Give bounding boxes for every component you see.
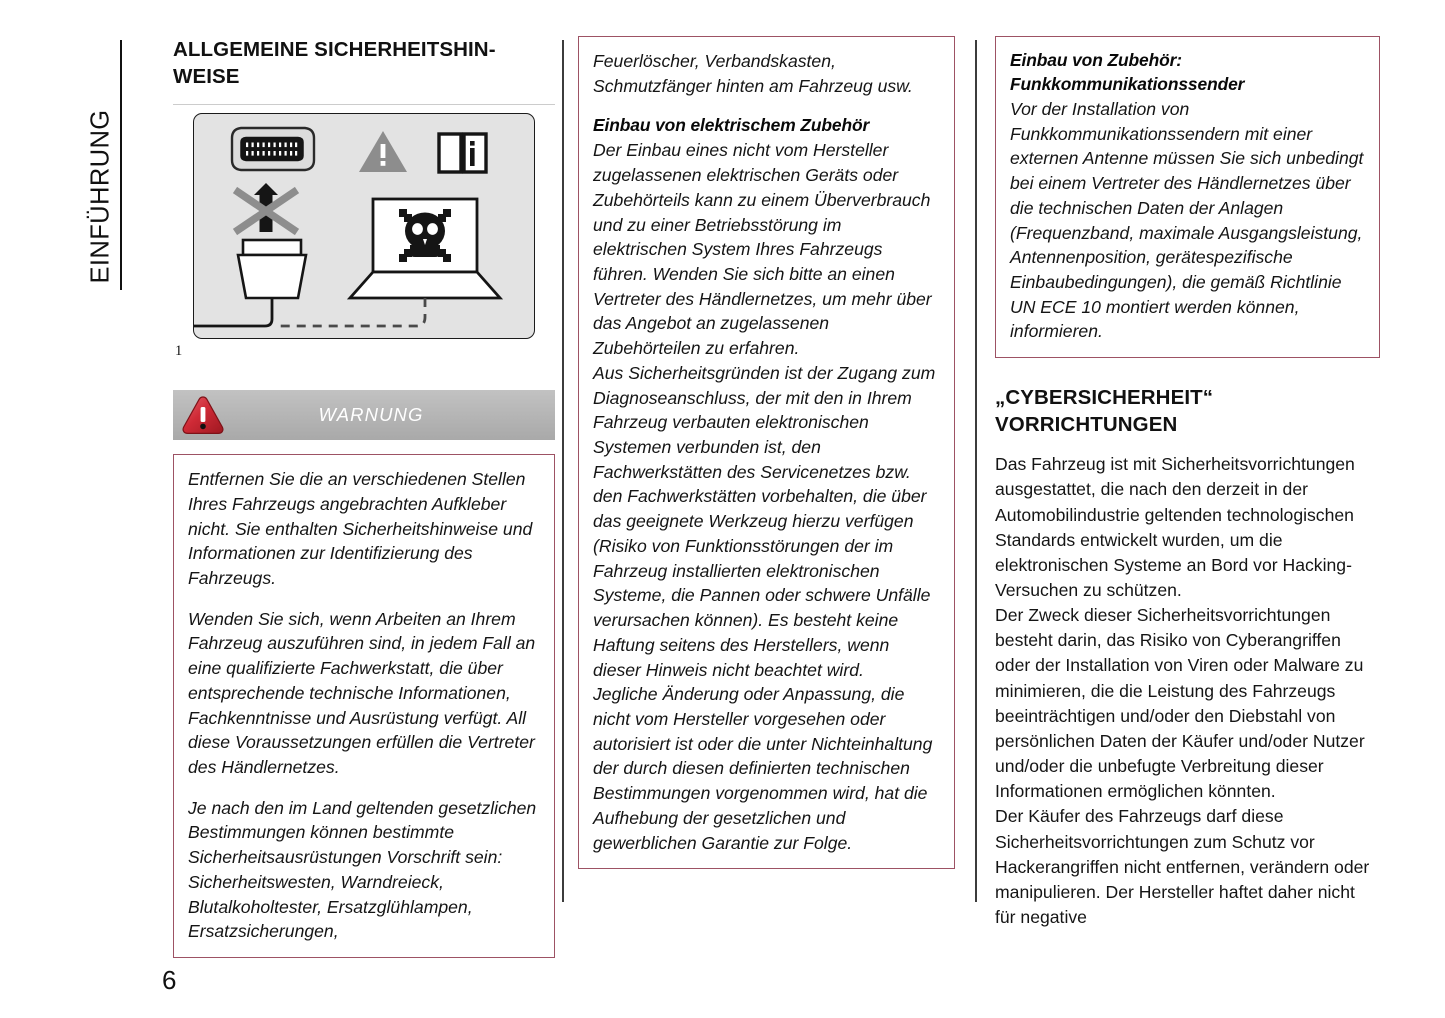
page-number: 6 — [162, 965, 177, 995]
safety-illustration — [193, 113, 535, 339]
chapter-tab — [78, 40, 124, 290]
column-divider-2 — [975, 40, 977, 902]
warning-triangle-icon — [359, 131, 407, 172]
warning-banner-label: WARNUNG — [318, 404, 424, 426]
obd-connector-icon — [232, 128, 314, 170]
red-warning-triangle-icon — [181, 394, 225, 436]
cybersecurity-heading — [995, 384, 1380, 438]
subheading-accessories-line2: Funkkommunikationssender — [1010, 73, 1245, 94]
warning-paragraph-3: Je nach den im Land geltenden gesetzlichen Bestimmungen können bestimmte Sicherheitsausrüstungen Vorschrift sein: Sicherheitswesten, Warndreieck, Blutalkoholtester, Ersatzglühlampen, Ersatzsicherungen, — [188, 797, 537, 942]
chapter-tab-rule — [120, 40, 122, 290]
cybersecurity-paragraph-2: Der Zweck dieser Sicherheitsvorrichtungen besteht darin, das Risiko von Cyberangriffen oder der Installation von Viren oder Malware zu minimieren, die die Leistung des Fahrzeugs beeinträchtigen und/oder den Diebstahl von persönlichen Daten der Käufer und/oder Nutzer und/oder die unbefugte Verbreitung dieser Informationen ermöglichen könnten. — [995, 605, 1365, 802]
warning-paragraph-1: Entfernen Sie die an verschiedenen Stellen Ihres Fahrzeugs angebrachten Aufkleber nicht. Sie enthalten Sicherheitshinweise und Informationen zur Identifizierung des Fahrzeugs. — [188, 469, 533, 588]
manual-book-info-icon — [439, 134, 486, 172]
no-plug-arrow-crossed-icon — [235, 183, 297, 232]
subheading-accessories-line1: Einbau von Zubehör: — [1010, 50, 1182, 70]
title-rule — [173, 104, 555, 105]
page-title: ALLGEMEINE SICHERHEITSHIN-WEISE — [173, 38, 496, 89]
column-one — [173, 36, 555, 958]
cybersecurity-paragraph-3: Der Käufer des Fahrzeugs darf diese Sicherheitsvorrichtungen zum Schutz vor Hackerangriffen nicht entfernen, verändern oder manipulieren. Der Hersteller haftet daher nicht für negative — [995, 806, 1370, 928]
continuation-paragraph: Feuerlöscher, Verbandskasten, Schmutzfänger hinten am Fahrzeug usw. — [593, 51, 913, 96]
figure-caption: 1 — [175, 343, 183, 360]
accessories-paragraph-1: Der Einbau eines nicht vom Hersteller zugelassenen elektrischen Geräts oder Zubehörteils kann zu einem Überverbrauch und zu einer Betriebsstörung im elektrischen System Ihres Fahrzeugs führen. Wenden Sie sich bitte an einen Vertreter des Händlernetzes, um mehr über das Angebot an zugelassenen Zubehörteilen zu erfahren. — [593, 140, 932, 359]
warning-paragraph-2: Wenden Sie sich, wenn Arbeiten an Ihrem Fahrzeug auszuführen sind, in jedem Fall an eine qualifizierte Fachwerkstatt, die über entsprechende technische Informationen, Fachkenntnisse und Ausrüstung verfügt. All diese Voraussetzungen erfüllen die Vertreter des Händlernetzes. — [188, 608, 536, 777]
laptop-skull-crossbones-icon — [276, 199, 500, 326]
cybersecurity-paragraph-1: Das Fahrzeug ist mit Sicherheitsvorrichtungen ausgestattet, die nach den derzeit in der Automobilindustrie geltenden technologischen Standards entwickelt wurden, um die elektronischen Systeme an Bord vor Hacking-Versuchen zu schützen. — [995, 454, 1355, 600]
accessories-paragraph-2: Aus Sicherheitsgründen ist der Zugang zum Diagnoseanschluss, der mit den in Ihrem Fahrzeug verbauten elektronischen Systemen verbunden ist, den Fachwerkstätten des Servicenetzes bzw. den Fachwerkstätten vorbehalten, die über das geeignete Werkzeug hierzu verfügen (Risiko von Funktionsstörungen der im Fahrzeug installierten elektronischen Systeme, die Pannen oder schwere Unfälle verursachen können). Es besteht keine Haftung seitens des Herstellers, wenn dieser Hinweis nicht beachtet wird. — [593, 362, 936, 680]
figure-block — [173, 113, 555, 360]
subheading-electrical-accessories: Einbau von elektrischem Zubehör — [593, 115, 870, 136]
cybersecurity-heading-line1: „CYBERSICHERHEIT“ — [995, 386, 1214, 410]
warning-text-box — [173, 454, 555, 958]
chapter-tab-label: EINFÜHRUNG — [86, 109, 115, 284]
safety-illustration-svg — [194, 114, 534, 338]
column-two — [578, 36, 955, 869]
obd-plug-icon — [194, 240, 306, 326]
radio-transmitter-text-box — [995, 36, 1380, 358]
accessories-text-box — [578, 36, 955, 869]
warning-banner — [173, 390, 555, 440]
radio-transmitter-paragraph: Vor der Installation von Funkkommunikationssendern mit einer externen Antenne müssen Sie sich unbedingt bei einem Vertreter des Händlernetzes über die technischen Daten der Anlagen (Frequenzband, maximale Ausgangsleistung, Antennenposition, gerätespezifische Einbaubedingungen), die gemäß Richtlinie UN ECE 10 montiert werden können, informieren. — [1010, 98, 1364, 342]
column-three — [995, 36, 1380, 930]
accessories-paragraph-3: Jegliche Änderung oder Anpassung, die nicht vom Hersteller vorgesehen oder autorisiert ist oder die unter Nichteinhaltung der durch diesen definierten technischen Bestimmungen vorgenommen wird, hat die Aufhebung der gesetzlichen und gewerblichen Garantie zur Folge. — [593, 684, 933, 853]
cybersecurity-heading-line2: VORRICHTUNGEN — [995, 413, 1178, 437]
column-divider-1 — [562, 40, 564, 902]
